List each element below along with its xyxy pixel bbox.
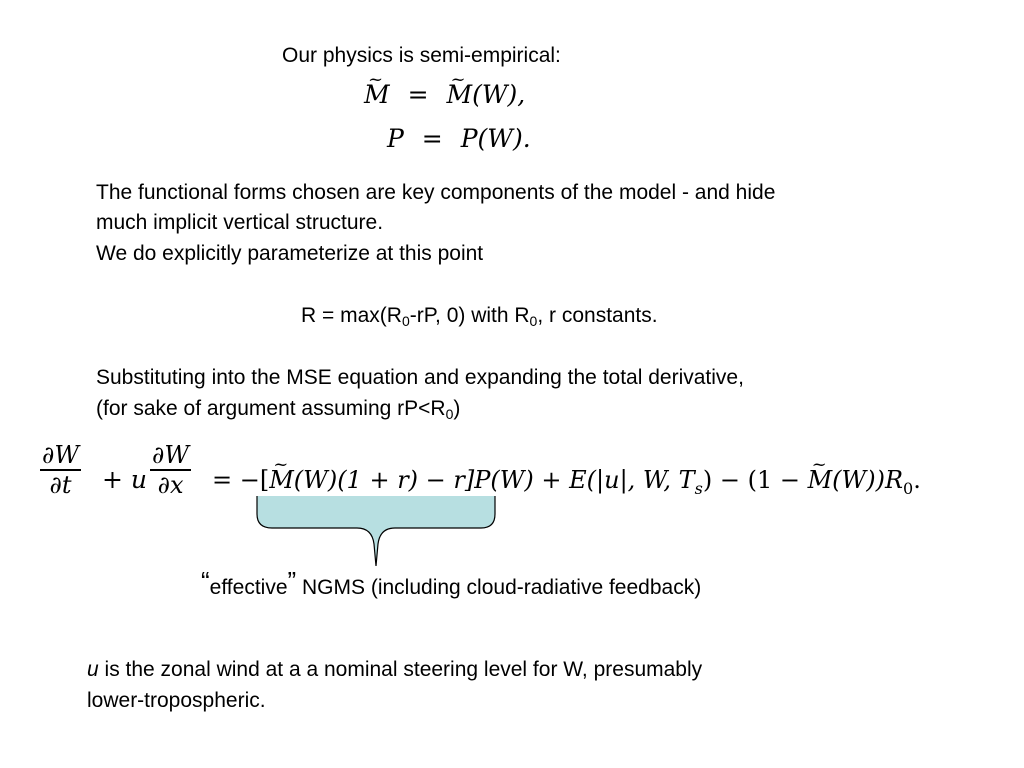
fraction-numerator: ∂W — [42, 441, 80, 469]
rhs-part: = −[ — [212, 466, 270, 494]
fraction-numerator: ∂W — [152, 441, 190, 469]
equals-sign: = — [421, 124, 443, 153]
paragraph-line: We do explicitly parameterize at this point — [96, 242, 484, 265]
p-function: P(W). — [460, 124, 531, 153]
m-tilde-symbol: ~ M — [364, 80, 390, 110]
ngms-brace — [252, 492, 502, 572]
rhs-m-tilde-term: ~ M(W)(1 + r) − r]P(W) + E(|u|, W, T — [269, 465, 694, 495]
paragraph-line — [96, 393, 460, 424]
intro-text: Our physics is semi-empirical: — [282, 44, 561, 67]
rhs-m-tilde-term: ~ M(W))R — [808, 465, 903, 495]
paragraph-line: much implicit vertical structure. — [96, 211, 384, 234]
annotation-rest: NGMS (including cloud-radiative feedback) — [296, 576, 702, 599]
r-formula-part: -rP, 0) with R — [409, 304, 530, 327]
paragraph-line: The functional forms chosen are key components of the model - and hide — [96, 181, 776, 204]
fraction-denominator: ∂x — [157, 470, 184, 499]
note-line: lower-tropospheric. — [87, 689, 266, 712]
subscript: 0 — [401, 313, 410, 329]
open-quote: “ — [201, 566, 210, 596]
plus-u: + u — [102, 465, 147, 494]
equation-p — [387, 124, 531, 154]
fraction-denominator: ∂t — [49, 470, 72, 499]
brace-shape — [257, 496, 495, 566]
paragraph-part: (for sake of argument assuming rP<R — [96, 397, 446, 420]
p-symbol: P — [387, 124, 404, 153]
partial-w-x-fraction — [150, 441, 191, 499]
partial-w-t-fraction — [40, 441, 81, 499]
r-formula-part: , r constants. — [537, 304, 658, 327]
note-line — [87, 654, 702, 685]
subscript: s — [694, 479, 703, 498]
subscript: 0 — [445, 406, 454, 422]
close-quote: ” — [287, 566, 297, 596]
paragraph-line: Substituting into the MSE equation and expanding the total derivative, — [96, 366, 744, 389]
equation-rhs — [212, 465, 921, 498]
rhs-part: ) − (1 − — [702, 466, 808, 494]
paragraph-part: ) — [453, 397, 461, 420]
ngms-annotation — [201, 566, 702, 603]
equals-sign: = — [407, 80, 429, 109]
r-parameterization — [301, 300, 658, 331]
subscript: 0 — [529, 313, 538, 329]
note-text: is the zonal wind at a a nominal steering level for W, presumably — [98, 658, 703, 681]
m-tilde-function: ~ M(W), — [446, 80, 525, 110]
rhs-part: . — [913, 466, 921, 494]
u-variable: u — [87, 658, 99, 681]
annotation-word: effective — [209, 576, 288, 599]
equation-m-tilde — [364, 80, 525, 110]
subscript: 0 — [903, 479, 914, 498]
r-formula-part: R = max(R — [301, 304, 402, 327]
